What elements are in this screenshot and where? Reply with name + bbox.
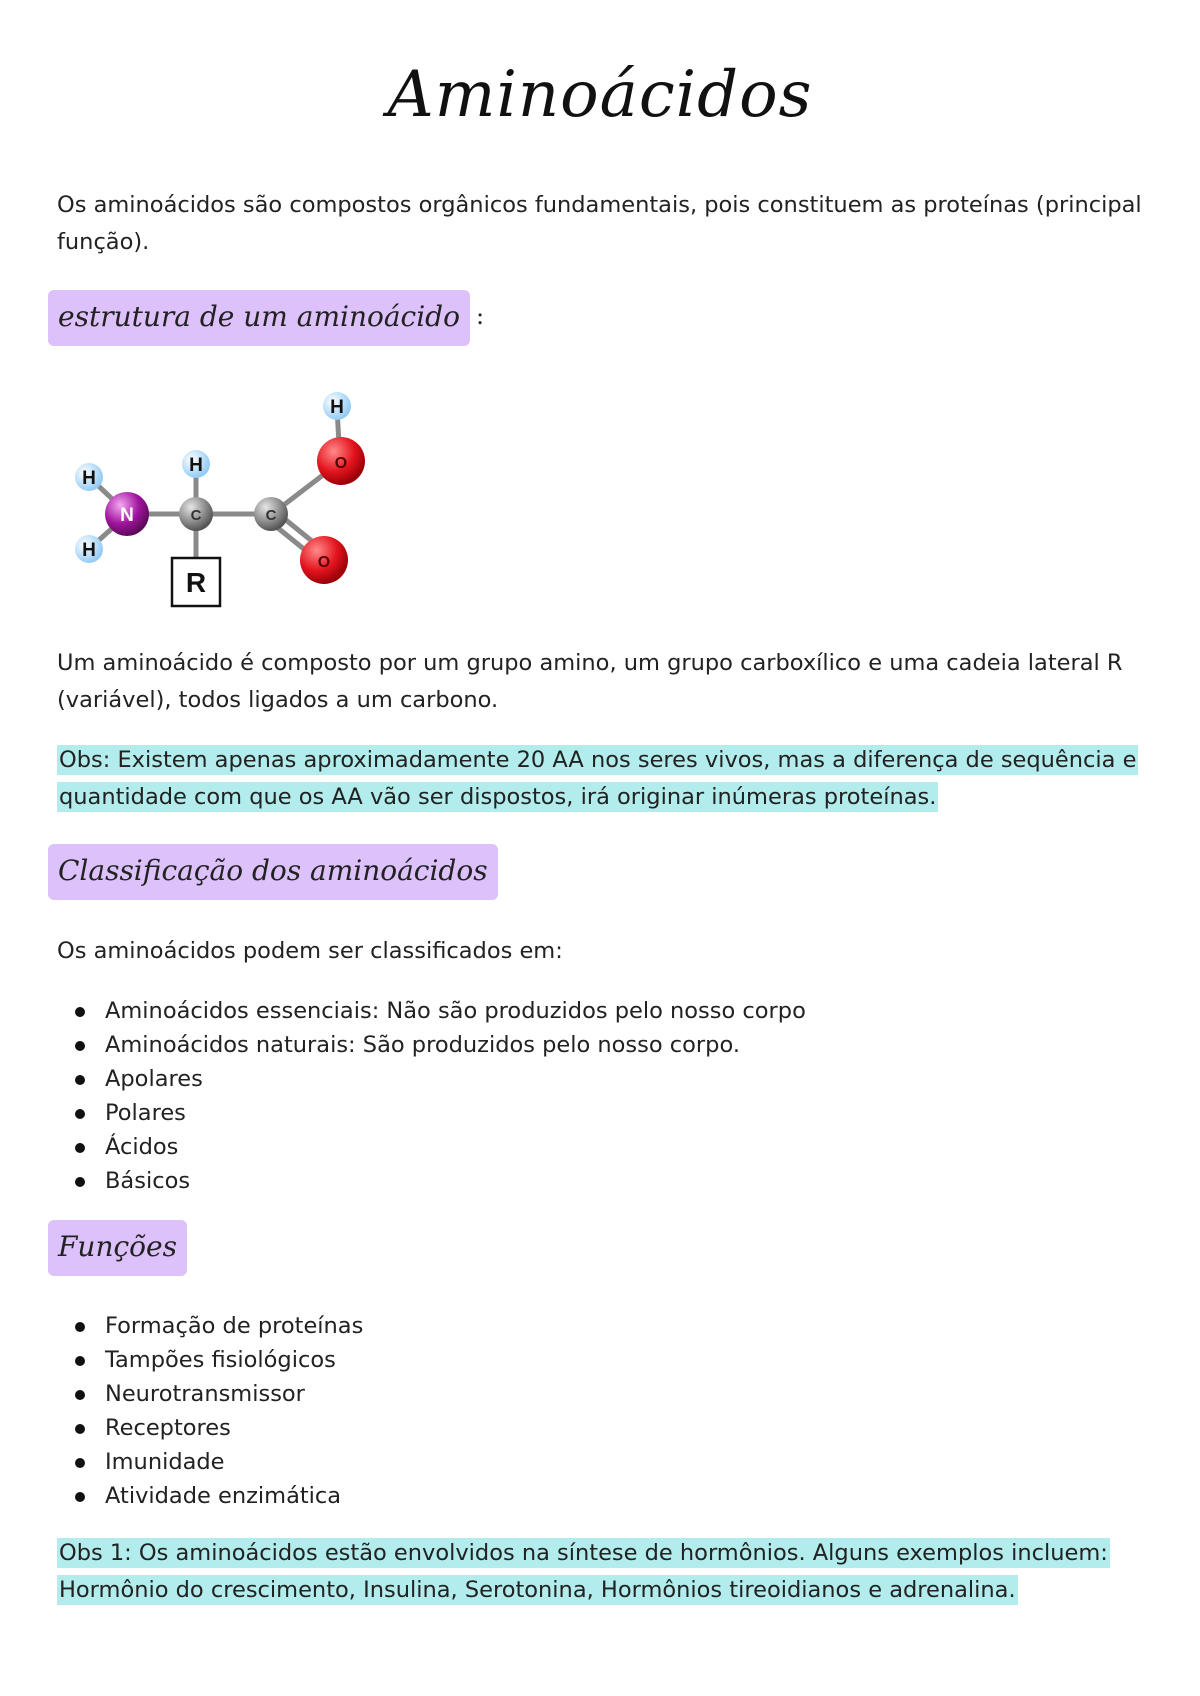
r-group-box — [172, 558, 220, 606]
r-group-label: R — [185, 567, 207, 598]
atom-o-lower-label: O — [317, 554, 331, 571]
structure-description: Um aminoácido é composto por um grupo amino, um grupo carboxílico e uma cadeia lateral R (variável), todos ligados a um carbono. — [57, 650, 1123, 713]
atom-c-alpha — [179, 497, 213, 531]
list-item-text: Aminoácidos essenciais: Não são produzidos pelo nosso corpo — [105, 998, 806, 1024]
structure-note — [57, 742, 1157, 816]
atom-c-alpha-label: C — [190, 507, 202, 524]
bullet-icon — [75, 1356, 85, 1366]
bullet-icon — [75, 1177, 85, 1187]
atom-h-amino-top — [75, 463, 103, 491]
list-item-text: Receptores — [105, 1415, 231, 1441]
list-item — [57, 1411, 363, 1445]
list-item-text: Atividade enzimática — [105, 1483, 342, 1509]
atom-o-upper-label: O — [334, 455, 348, 472]
bullet-icon — [75, 1322, 85, 1332]
list-item — [57, 1096, 806, 1130]
bullet-icon — [75, 1143, 85, 1153]
structure-note-text: Obs: Existem apenas aproximadamente 20 AA nos seres vivos, mas a diferença de sequência e quantidade com que os AA vão ser dispostos, irá originar inúmeras proteínas. — [59, 747, 1137, 810]
heading-structure-colon: : — [476, 302, 485, 330]
heading-functions — [48, 1220, 187, 1276]
list-item — [57, 1062, 806, 1096]
bullet-icon — [75, 1390, 85, 1400]
functions-note-text: Obs 1: Os aminoácidos estão envolvidos na síntese de hormônios. Alguns exemplos incluem: Hormônio do crescimento, Insulina, Serotonina, Hormônios tireoidianos e adrenalina. — [59, 1540, 1108, 1603]
list-item-text: Neurotransmissor — [105, 1381, 305, 1407]
list-item-text: Básicos — [105, 1168, 191, 1194]
atom-h-top — [323, 392, 351, 420]
heading-functions-text: Funções — [58, 1230, 177, 1263]
atom-h-top-label: H — [330, 397, 344, 418]
list-item — [57, 1028, 806, 1062]
list-item-text: Imunidade — [105, 1449, 225, 1475]
intro-paragraph: Os aminoácidos são compostos orgânicos fundamentais, pois constituem as proteínas (principal função). — [57, 192, 1142, 255]
list-item — [57, 994, 806, 1028]
atom-n-label: N — [120, 505, 134, 526]
list-item — [57, 1130, 806, 1164]
functions-list — [57, 1309, 363, 1513]
atom-h-amino-bottom-label: H — [82, 540, 96, 561]
bullet-icon — [75, 1424, 85, 1434]
atom-h-amino-top-label: H — [82, 468, 96, 489]
bullet-icon — [75, 1007, 85, 1017]
list-item — [57, 1309, 363, 1343]
list-item — [57, 1377, 363, 1411]
heading-classification — [48, 844, 498, 900]
atom-o-lower — [300, 536, 348, 584]
classification-list — [57, 994, 806, 1198]
list-item-text: Ácidos — [105, 1134, 179, 1160]
atom-h-amino-bottom — [75, 535, 103, 563]
bullet-icon — [75, 1041, 85, 1051]
page-title: Aminoácidos — [387, 58, 813, 132]
list-item-text: Aminoácidos naturais: São produzidos pelo nosso corpo. — [105, 1032, 740, 1058]
atom-h-alpha — [182, 450, 210, 478]
atom-c-carboxyl — [254, 497, 288, 531]
list-item-text: Formação de proteínas — [105, 1313, 364, 1339]
heading-structure — [48, 290, 470, 346]
list-item — [57, 1445, 363, 1479]
atom-h-alpha-label: H — [189, 455, 203, 476]
classification-intro: Os aminoácidos podem ser classificados em: — [57, 938, 563, 964]
heading-classification-text: Classificação dos aminoácidos — [58, 854, 488, 887]
amino-acid-structure-diagram — [60, 380, 400, 610]
list-item-text: Tampões fisiológicos — [105, 1347, 336, 1373]
bullet-icon — [75, 1075, 85, 1085]
list-item — [57, 1479, 363, 1513]
atom-c-carboxyl-label: C — [265, 507, 277, 524]
bullet-icon — [75, 1492, 85, 1502]
list-item — [57, 1343, 363, 1377]
bullet-icon — [75, 1109, 85, 1119]
atom-n — [105, 492, 149, 536]
list-item-text: Polares — [105, 1100, 186, 1126]
heading-structure-text: estrutura de um aminoácido — [58, 300, 460, 333]
atom-o-upper — [317, 437, 365, 485]
list-item — [57, 1164, 806, 1198]
bullet-icon — [75, 1458, 85, 1468]
functions-note — [57, 1535, 1157, 1609]
list-item-text: Apolares — [105, 1066, 203, 1092]
